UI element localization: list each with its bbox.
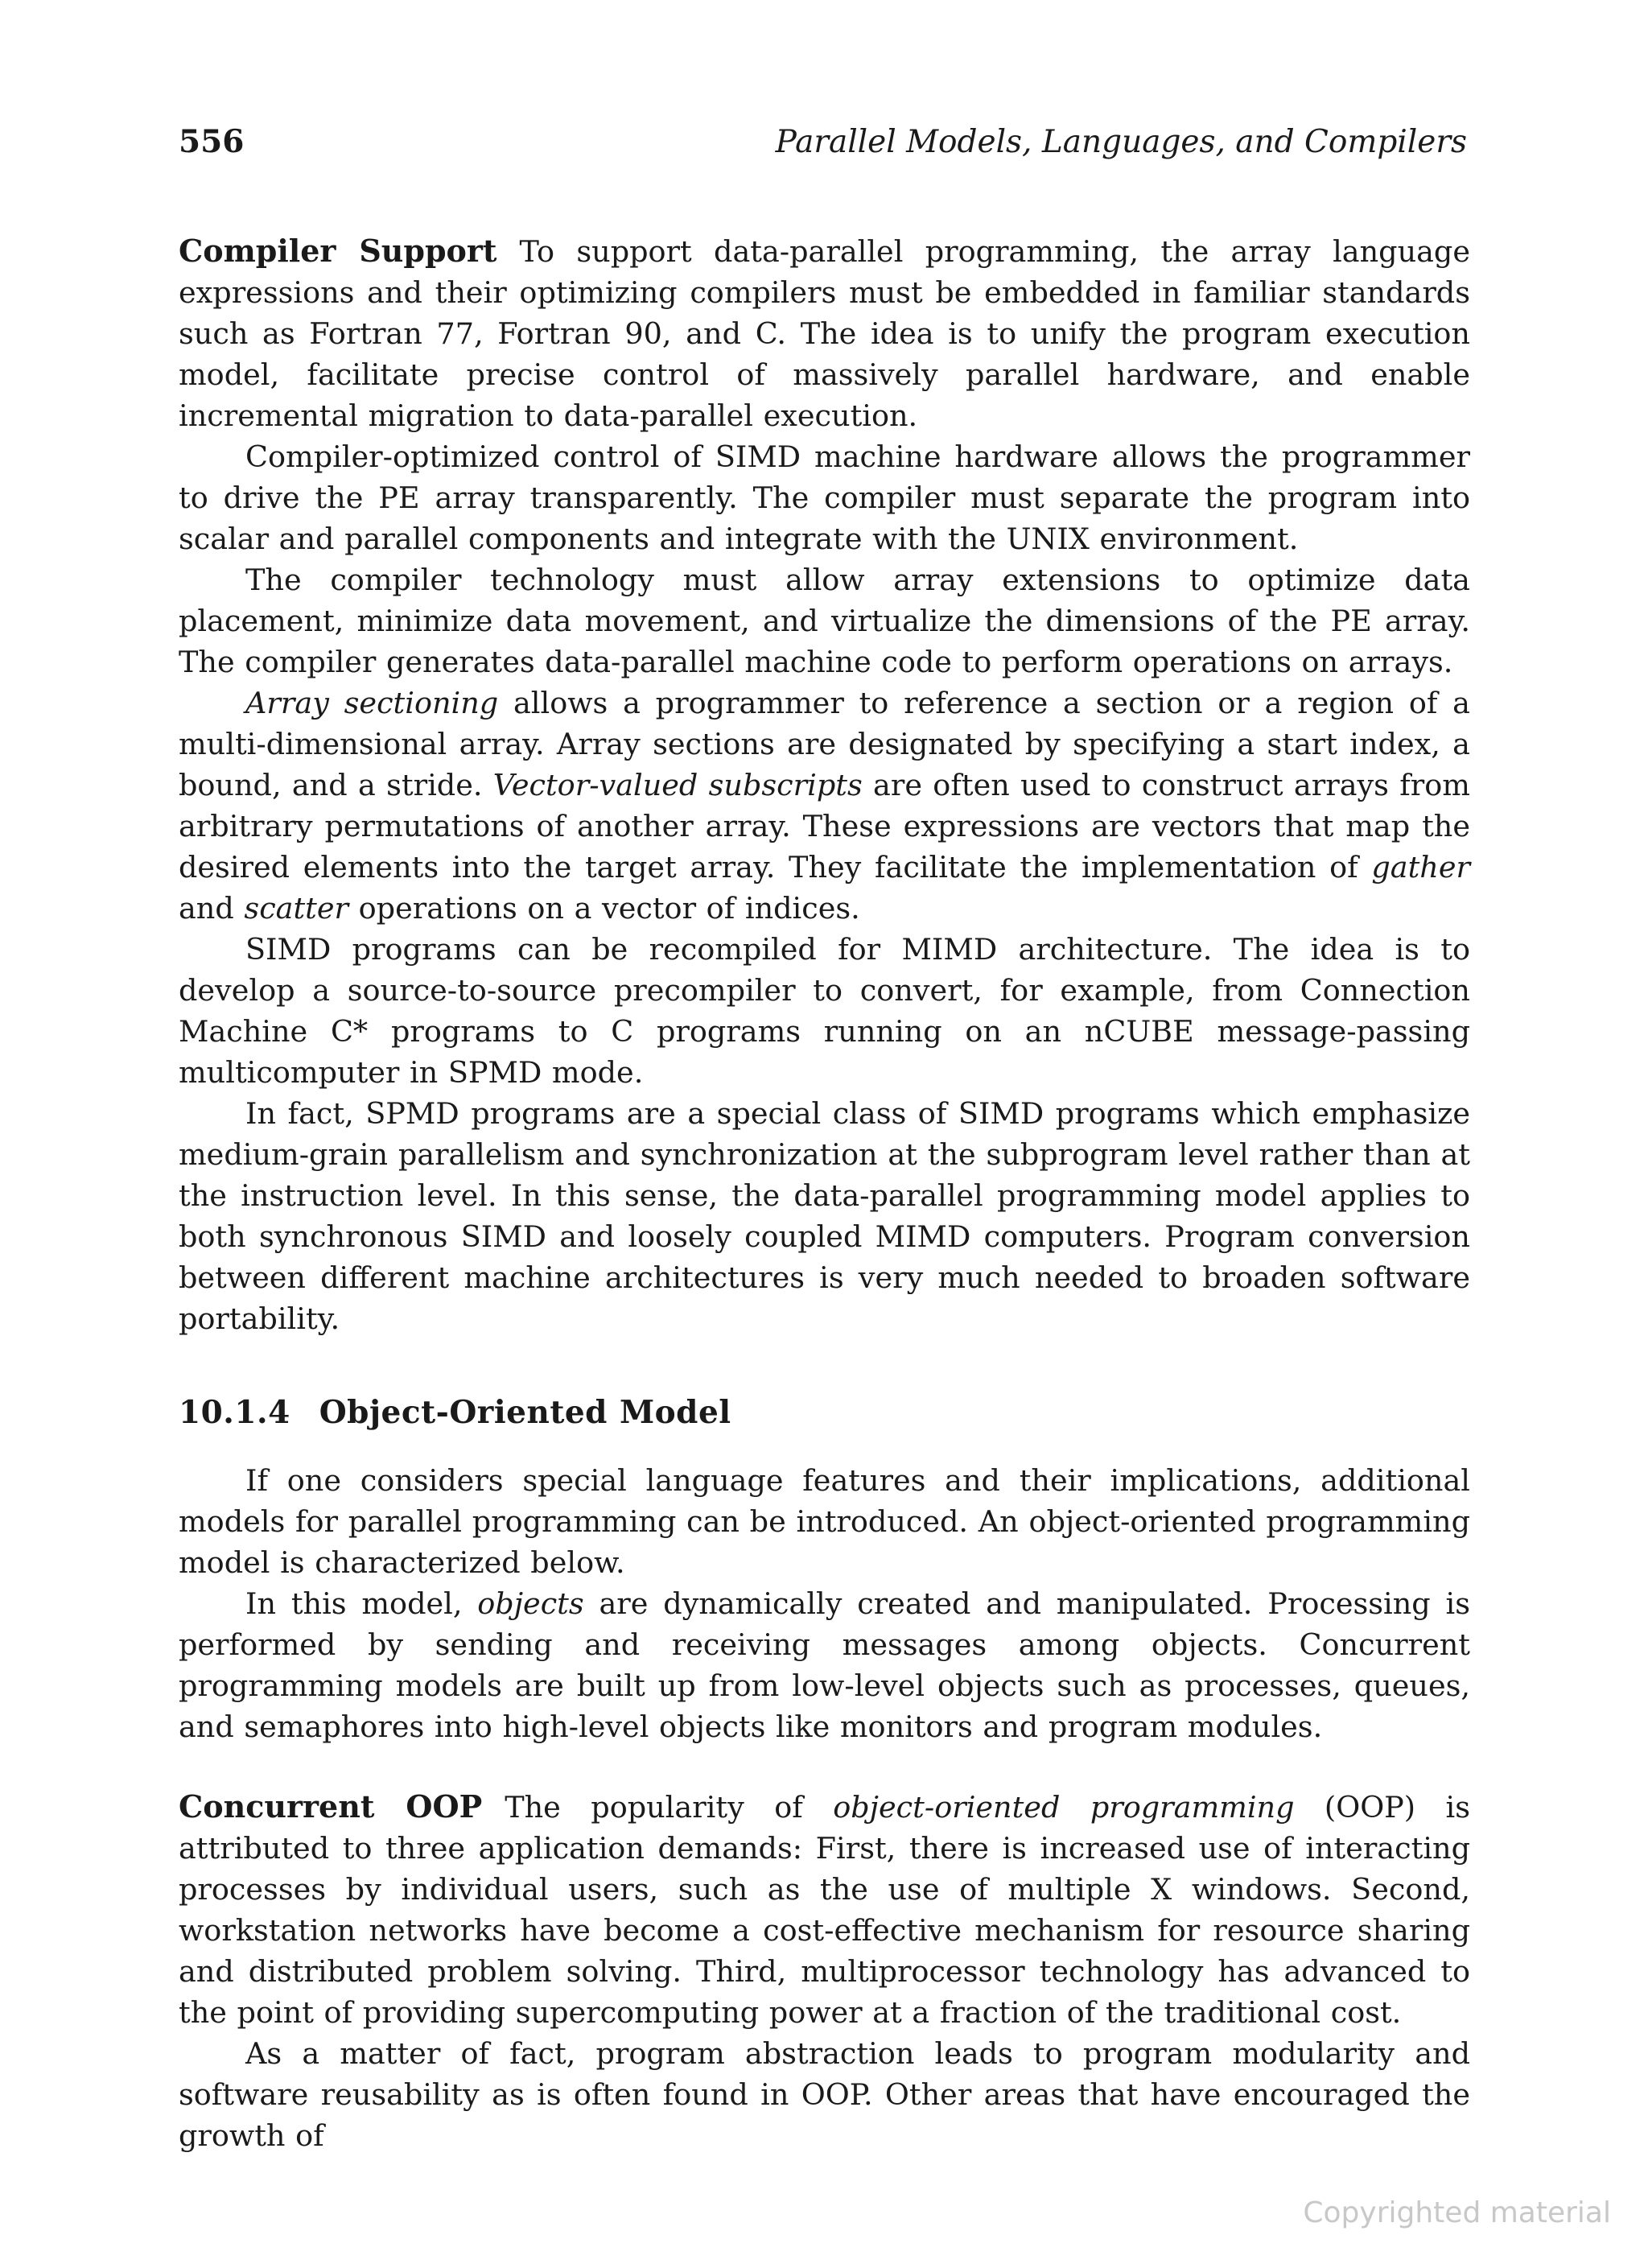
p4-text-1: allows a programmer to reference a section or a region of a multi-dimensional array. Array sections are designated by specifying a start index, a bound, and a stride. [179,686,1470,802]
running-title: Parallel Models, Languages, and Compilers [775,124,1467,160]
term-vector-valued-subscripts: Vector-valued subscripts [492,768,863,802]
section-p2-text-1: In this model, [245,1586,478,1621]
concurrent-oop-heading: Concurrent OOP [179,1788,483,1825]
term-gather: gather [1371,850,1470,885]
section-p2-text-2: are dynamically created and manipulated. Processing is performed by sending and receiving messages among objects. Concurrent programming models are built up from low-level objects such as processes, queues, and semaphores into high-level objects like monitors and program modules. [179,1586,1470,1744]
page-body [179,230,1470,2156]
p4-text-4: operations on a vector of indices. [348,891,860,926]
paragraph-gap [179,1747,1470,1786]
section-paragraph-1: If one considers special language features and their implications, additional models for parallel programming can be introduced. An object-oriented programming model is characterized below. [179,1463,1470,1580]
compiler-support-paragraph-2: Compiler-optimized control of SIMD machine hardware allows the programmer to drive the PE array transparently. The compiler must separate the program into scalar and parallel components and integrate with the UNIX environment. [179,439,1470,556]
compiler-support-text-1: To support data-parallel programming, the array language expressions and their optimizing compilers must be embedded in familiar standards such as Fortran 77, Fortran 90, and C. The idea is to unify the program execution model, facilitate precise control of massively parallel hardware, and enable incremental migration to data-parallel execution. [179,234,1470,433]
section-paragraph-2 [179,1583,1470,1747]
concurrent-oop-paragraph-2: As a matter of fact, program abstraction leads to program modularity and software reusability as is often found in OOP. Other areas that have encouraged the growth of [179,2036,1470,2153]
concurrent-oop-paragraph-1 [179,1786,1470,2033]
term-object-oriented-programming: object-oriented programming [833,1790,1295,1825]
page-number: 556 [179,123,245,160]
section-title: Object-Oriented Model [319,1394,731,1431]
concurrent-oop-text-1: The popularity of [505,1790,834,1825]
concurrent-oop-text-2: (OOP) is attributed to three application demands: First, there is increased use of interacting processes by individual users, such as the use of multiple X windows. Second, workstation networks have become a cost-effective mechanism for resource sharing and distributed problem solving. Third, multiprocessor technology has advanced to the point of providing supercomputing power at a fraction of the traditional cost. [179,1790,1470,2030]
copyright-watermark: Copyrighted material [1303,2196,1611,2229]
p4-text-3: and [179,891,245,926]
p4-text-2: are often used to construct arrays from arbitrary permutations of another array. These expressions are vectors that map the desired elements into the target array. They facilitate the implementation of [179,768,1470,885]
compiler-support-paragraph-5: SIMD programs can be recompiled for MIMD architecture. The idea is to develop a source-to-source precompiler to convert, for example, from Connection Machine C* programs to C programs running on an nCUBE message-passing multicomputer in SPMD mode. [179,932,1470,1090]
compiler-support-paragraph-3: The compiler technology must allow array extensions to optimize data placement, minimize data movement, and virtualize the dimensions of the PE array. The compiler generates data-parallel machine code to perform operations on arrays. [179,563,1470,679]
term-scatter: scatter [244,891,349,926]
term-array-sectioning: Array sectioning [245,686,499,720]
compiler-support-paragraph-1 [179,230,1470,436]
compiler-support-heading: Compiler Support [179,233,497,269]
running-head [179,121,1467,163]
compiler-support-paragraph-4 [179,682,1470,929]
section-number: 10.1.4 [179,1394,290,1431]
compiler-support-paragraph-6: In fact, SPMD programs are a special class of SIMD programs which emphasize medium-grain parallelism and synchronization at the subprogram level rather than at the instruction level. In this sense, the data-parallel programming model applies to both synchronous SIMD and loosely coupled MIMD computers. Program conversion between different machine architectures is very much needed to broaden software portability. [179,1096,1470,1336]
term-objects: objects [477,1586,584,1621]
section-heading [179,1392,1470,1433]
